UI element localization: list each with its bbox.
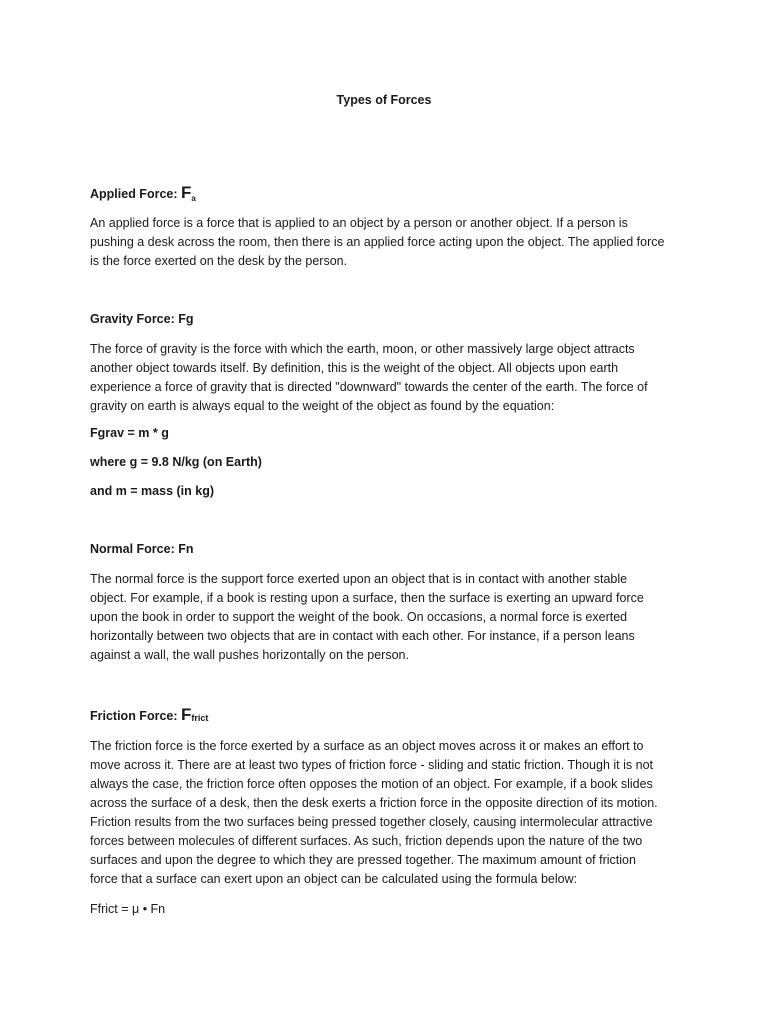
paragraph-line: move across it. There are at least two types of friction force - sliding and static friction. Though it is not	[90, 758, 653, 772]
friction-force-paragraph	[90, 737, 680, 889]
page-title: Types of Forces	[336, 93, 432, 107]
paragraph-line: The normal force is the support force exerted upon an object that is in contact with another stable	[90, 572, 628, 586]
paragraph-line: always the case, the friction force often opposes the motion of an object. For example, if a book slides	[90, 777, 653, 791]
gravity-equation: Fgrav = m * g	[90, 426, 169, 440]
applied-force-heading-label: Applied Force:	[90, 187, 178, 201]
paragraph-line: experience a force of gravity that is directed "downward" towards the center of the earth. The force of	[90, 380, 648, 394]
paragraph-line: An applied force is a force that is applied to an object by a person or another object. If a person is	[90, 216, 628, 230]
paragraph-line: is the force exerted on the desk by the person.	[90, 254, 348, 268]
normal-force-heading: Normal Force: Fn	[90, 542, 194, 556]
gravity-m-definition: and m = mass (in kg)	[90, 484, 214, 498]
paragraph-line: object. For example, if a book is resting upon a surface, then the surface is exerting an upward force	[90, 591, 644, 605]
gravity-force-paragraph	[90, 340, 680, 416]
paragraph-line: surfaces and upon the degree to which they are pressed together. The maximum amount of friction	[90, 853, 636, 867]
paragraph-line: another object towards itself. By definition, this is the weight of the object. All objects upon earth	[90, 361, 619, 375]
paragraph-line: pushing a desk across the room, then there is an applied force acting upon the object. The applied force	[90, 235, 665, 249]
friction-force-symbol: F	[181, 705, 192, 724]
paragraph-line: The friction force is the force exerted by a surface as an object moves across it or makes an effort to	[90, 739, 644, 753]
gravity-g-definition: where g = 9.8 N/kg (on Earth)	[90, 455, 262, 469]
paragraph-line: The force of gravity is the force with which the earth, moon, or other massively large object attracts	[90, 342, 635, 356]
paragraph-line: forces between molecules of different surfaces. As such, friction depends upon the nature of the two	[90, 834, 643, 848]
paragraph-line: across the surface of a desk, then the desk exerts a friction force in the opposite direction of its motion.	[90, 796, 658, 810]
friction-force-heading-label: Friction Force:	[90, 709, 178, 723]
applied-force-heading	[90, 183, 196, 203]
gravity-force-heading: Gravity Force: Fg	[90, 312, 194, 326]
paragraph-line: horizontally between two objects that are in contact with each other. For instance, if a person leans	[90, 629, 635, 643]
friction-force-symbol-subscript: frict	[191, 713, 209, 723]
paragraph-line: against a wall, the wall pushes horizontally on the person.	[90, 648, 409, 662]
applied-force-symbol-subscript: a	[191, 194, 196, 203]
friction-equation: Ffrict = μ • Fn	[90, 902, 166, 916]
normal-force-paragraph	[90, 570, 680, 665]
paragraph-line: upon the book in order to support the weight of the book. On occasions, a normal force is exerted	[90, 610, 628, 624]
paragraph-line: gravity on earth is always equal to the weight of the object as found by the equation:	[90, 399, 555, 413]
paragraph-line: force that a surface can exert upon an object can be calculated using the formula below:	[90, 872, 578, 886]
friction-force-heading	[90, 705, 208, 725]
applied-force-paragraph	[90, 214, 680, 271]
applied-force-symbol: F	[181, 183, 192, 202]
paragraph-line: Friction results from the two surfaces being pressed together closely, causing intermolecular attractive	[90, 815, 653, 829]
